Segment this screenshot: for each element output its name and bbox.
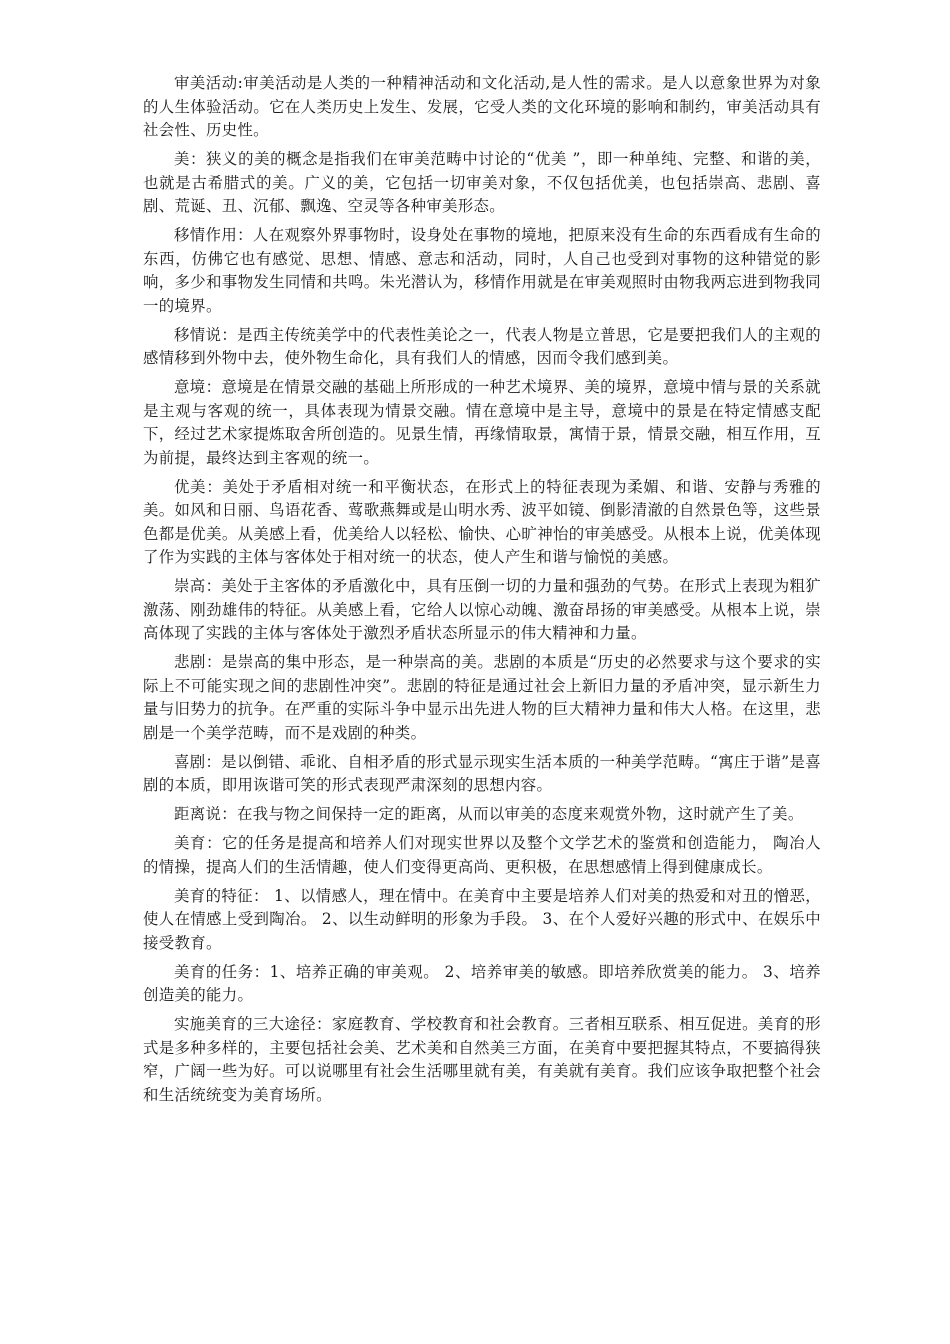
document-body [143, 72, 821, 1113]
paragraph-distance-theory: 距离说：在我与物之间保持一定的距离，从而以审美的态度来观赏外物，这时就产生了美。 [174, 805, 804, 823]
paragraph-education-tasks: 美育的任务：1、培养正确的审美观。 2、培养审美的敏感。即培养欣赏美的能力。 3、培养创造美的能力。 [143, 962, 821, 1004]
paragraph-artistic-conception: 意境：意境是在情景交融的基础上所形成的一种艺术境界、美的境界，意境中情与景的关系就是主观与客观的统一，具体表现为情景交融。情在意境中是主导，意境中的景是在特定情感支配下，经过艺术家提炼取舍所创造的。见景生情，再缘情取景，寓情于景，情景交融，相互作用，互为前提，最终达到主客观的统一。 [143, 378, 821, 467]
paragraph-aesthetic-education: 美育：它的任务是提高和培养人们对现实世界以及整个文学艺术的鉴赏和创造能力， 陶冶人的情操，提高人们的生活情趣，使人们变得更高尚、更积极，在思想感情上得到健康成长。 [143, 834, 821, 876]
paragraph-sublime: 崇高：美处于主客体的矛盾激化中，具有压倒一切的力量和强劲的气势。在形式上表现为粗犷激荡、刚劲雄伟的特征。从美感上看，它给人以惊心动魄、激奋昂扬的审美感受。从根本上说，崇高体现了实践的主体与客体处于激烈矛盾状态所显示的伟大精神和力量。 [143, 577, 821, 642]
paragraph-empathy-theory: 移情说：是西主传统美学中的代表性美论之一，代表人物是立普思，它是要把我们人的主观的感情移到外物中去，使外物生命化，具有我们人的情感，因而令我们感到美。 [143, 325, 821, 367]
paragraph-education-features: 美育的特征： 1、以情感人，理在情中。在美育中主要是培养人们对美的热爱和对丑的憎恶，使人在情感上受到陶冶。 2、以生动鲜明的形象为手段。 3、在个人爱好兴趣的形式中、在娱乐中接受教育。 [143, 886, 821, 952]
paragraph-tragedy: 悲剧：是崇高的集中形态，是一种崇高的美。悲剧的本质是“历史的必然要求与这个要求的实际上不可能实现之间的悲剧性冲突”。悲剧的特征是通过社会上新旧力量的矛盾冲突，显示新生力量与旧势力的抗争。在严重的实际斗争中显示出先进人物的巨大精神力量和伟大人格。在这里，悲剧是一个美学范畴，而不是戏剧的种类。 [143, 653, 821, 742]
paragraph-education-approaches: 实施美育的三大途径：家庭教育、学校教育和社会教育。三者相互联系、相互促进。美育的形式是多种多样的，主要包括社会美、艺术美和自然美三方面，在美育中要把握其特点，不要搞得狭窄，广阔一些为好。可以说哪里有社会生活哪里就有美，有美就有美育。我们应该争取把整个社会和生活统统变为美育场所。 [143, 1015, 821, 1104]
paragraph-beauty: 美：狭义的美的概念是指我们在审美范畴中讨论的“优美 ”，即一种单纯、完整、和谐的美，也就是古希腊式的美。广义的美，它包括一切审美对象，不仅包括优美，也包括崇高、悲剧、喜剧、荒诞、丑、沉郁、飘逸、空灵等各种审美形态。 [143, 150, 821, 215]
paragraph-comedy: 喜剧：是以倒错、乖讹、自相矛盾的形式显示现实生活本质的一种美学范畴。“寓庄于谐”是喜剧的本质，即用诙谐可笑的形式表现严肃深刻的思想内容。 [143, 752, 821, 794]
paragraph-grace: 优美：美处于矛盾相对统一和平衡状态，在形式上的特征表现为柔媚、和谐、安静与秀雅的美。如风和日丽、鸟语花香、莺歌燕舞或是山明水秀、波平如镜、倒影清澈的自然景色等，这些景色都是优美。从美感上看，优美给人以轻松、愉快、心旷神怡的审美感受。从根本上说，优美体现了作为实践的主体与客体处于相对统一的状态，使人产生和谐与愉悦的美感。 [143, 477, 821, 566]
paragraph-empathy-effect: 移情作用：人在观察外界事物时，设身处在事物的境地，把原来没有生命的东西看成有生命的东西，仿佛它也有感觉、思想、情感、意志和活动，同时，人自己也受到对事物的这种错觉的影响，多少和事物发生同情和共鸣。朱光潜认为，移情作用就是在审美观照时由物我两忘进到物我同一的境界。 [143, 226, 821, 315]
paragraph-aesthetic-activity: 审美活动:审美活动是人类的一种精神活动和文化活动,是人性的需求。是人以意象世界为对象的人生体验活动。它在人类历史上发生、发展，它受人类的文化环境的影响和制约，审美活动具有社会性、历史性。 [143, 74, 821, 139]
